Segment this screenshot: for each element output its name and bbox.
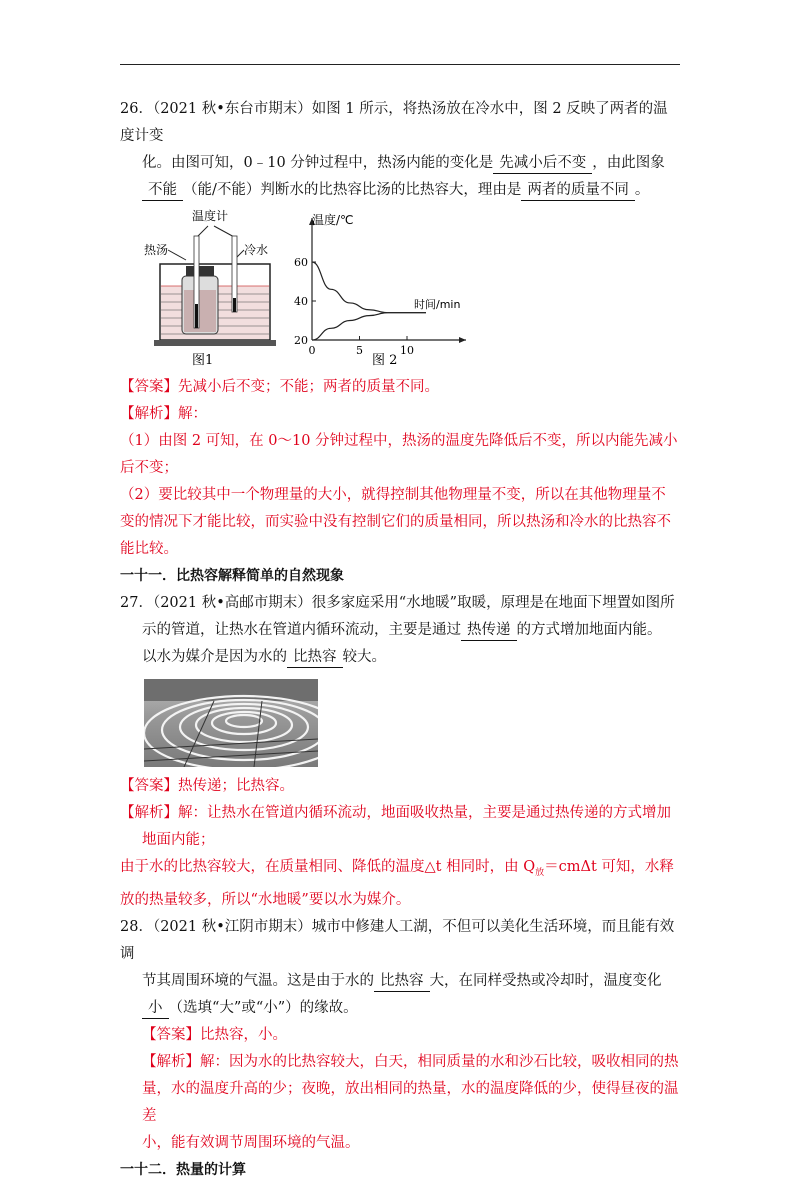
- q27-blank2: 比热容: [287, 647, 343, 668]
- q26-analysis-1b: 后不变；: [120, 460, 178, 476]
- q27-analysis-4: 放的热量较多，所以“水地暖”要以水为媒介。: [120, 891, 411, 908]
- q26-figures: [140, 204, 680, 374]
- fig1-water-label: 冷水: [244, 243, 269, 257]
- q26-blank2: 不能: [142, 180, 183, 201]
- q27-analysis-3: 由于水的比热容较大，在质量相同、降低的温度△t 相同时，由 $Q_放=cm\Delta t$ 可知，水释: [120, 859, 674, 878]
- q28-blank1: 比热容: [374, 971, 430, 992]
- q26-line3: 不能 （能/不能）判断水的比热容比汤的比热容大，理由是 两者的质量不同 。: [120, 177, 680, 204]
- document-body: [120, 96, 680, 1184]
- chart-x-tick-label: 0: [308, 344, 316, 357]
- chart-y-tick-label: 40: [294, 295, 308, 308]
- q26-blank3: 两者的质量不同: [521, 180, 635, 201]
- chart-x-axis-label: 时间/min: [414, 298, 461, 311]
- section-12-heading: 一十二．热量的计算: [120, 1161, 246, 1178]
- q27-answer: 【答案】热传递；比热容。: [120, 778, 294, 794]
- q28-line1: 28．（2021 秋•江阴市期末）城市中修建人工湖，不但可以美化生活环境，而且能有效调: [120, 918, 675, 962]
- fig1-caption: 图1: [192, 353, 214, 368]
- q26-analysis-1a: （1）由图 2 可知，在 0～10 分钟过程中，热汤的温度先降低后不变，所以内能先减小: [120, 433, 678, 449]
- chart-series-line-1: [312, 262, 426, 313]
- chart-x-tick-label: 10: [400, 344, 414, 357]
- chart-y-axis-label: 温度/℃: [312, 213, 354, 227]
- chart-x-tick-label: 5: [356, 344, 363, 357]
- q26-analysis-2a: （2）要比较其中一个物理量的大小，就得控制其他物理量不变，所以在其他物理量不: [120, 487, 666, 503]
- q28-blank2: 小: [142, 998, 169, 1019]
- chart-lines: [312, 262, 426, 340]
- q26-analysis-head: 【解析】解：: [120, 406, 207, 422]
- q28-analysis-3: 小，能有效调节周围环境的气温。: [142, 1134, 360, 1151]
- fig1-thermometer-label: 温度计: [192, 209, 229, 223]
- q27-subscript: 放: [535, 867, 545, 878]
- q28-line3: 小 （选填“大”或“小”）的缘故。: [120, 995, 680, 1022]
- q27-line1: 27．（2021 秋•高邮市期末）很多家庭采用“水地暖”取暖，原理是在地面下埋置如图所: [120, 595, 675, 611]
- q27-line2: 示的管道，让热水在管道内循环流动，主要是通过 热传递 的方式增加地面内能。: [120, 617, 680, 644]
- q27-analysis-2: 地面内能；: [142, 832, 215, 848]
- q28-analysis-1: 【解析】解：因为水的比热容较大，白天，相同质量的水和沙石比较，吸收相同的热: [142, 1053, 679, 1070]
- section-11-heading: 一十一．比热容解释简单的自然现象: [120, 568, 344, 584]
- q27-analysis-1: 【解析】解：让热水在管道内循环流动，地面吸收热量，主要是通过热传递的方式增加: [120, 805, 671, 821]
- q26-line1: 26．（2021 秋•东台市期末）如图 1 所示，将热汤放在冷水中，图 2 反映了两者的温度计变: [120, 101, 668, 144]
- fig1-soup-label: 热汤: [144, 243, 169, 257]
- figure1-apparatus: [140, 204, 300, 374]
- q27-line3: 以水为媒介是因为水的 比热容 较大。: [120, 644, 680, 671]
- header-rule: [120, 64, 680, 65]
- floor-heating-pipes-photo: [144, 679, 318, 767]
- q26-answer: 【答案】先减小后不变；不能；两者的质量不同。: [120, 379, 439, 395]
- q28-answer: 【答案】比热容，小。: [142, 1026, 287, 1043]
- q26-analysis-2b: 变的情况下才能比较，而实验中没有控制它们的质量相同，所以热汤和冷水的比热容不: [120, 514, 671, 530]
- figure2-temperature-chart: [290, 204, 490, 374]
- q26-line2: 化。由图可知，0﹣10 分钟过程中，热汤内能的变化是 先减小后不变 ，由此图象: [120, 150, 680, 177]
- q26-analysis-2c: 能比较。: [120, 541, 178, 557]
- chart-x-arrow: [459, 337, 466, 343]
- fig2-caption: 图 2: [372, 353, 398, 368]
- q27-blank1: 热传递: [461, 620, 517, 641]
- chart-y-tick-label: 60: [294, 256, 308, 269]
- q26-blank1: 先减小后不变: [493, 153, 592, 174]
- q28-line2: 节其周围环境的气温。这是由于水的 比热容 大，在同样受热或冷却时，温度变化: [120, 968, 680, 995]
- chart-y-tick-label: 20: [294, 334, 308, 347]
- q28-analysis-2: 量，水的温度升高的少；夜晚，放出相同的热量，水的温度降低的少，使得昼夜的温差: [142, 1080, 679, 1124]
- chart-series-line-2: [312, 313, 426, 340]
